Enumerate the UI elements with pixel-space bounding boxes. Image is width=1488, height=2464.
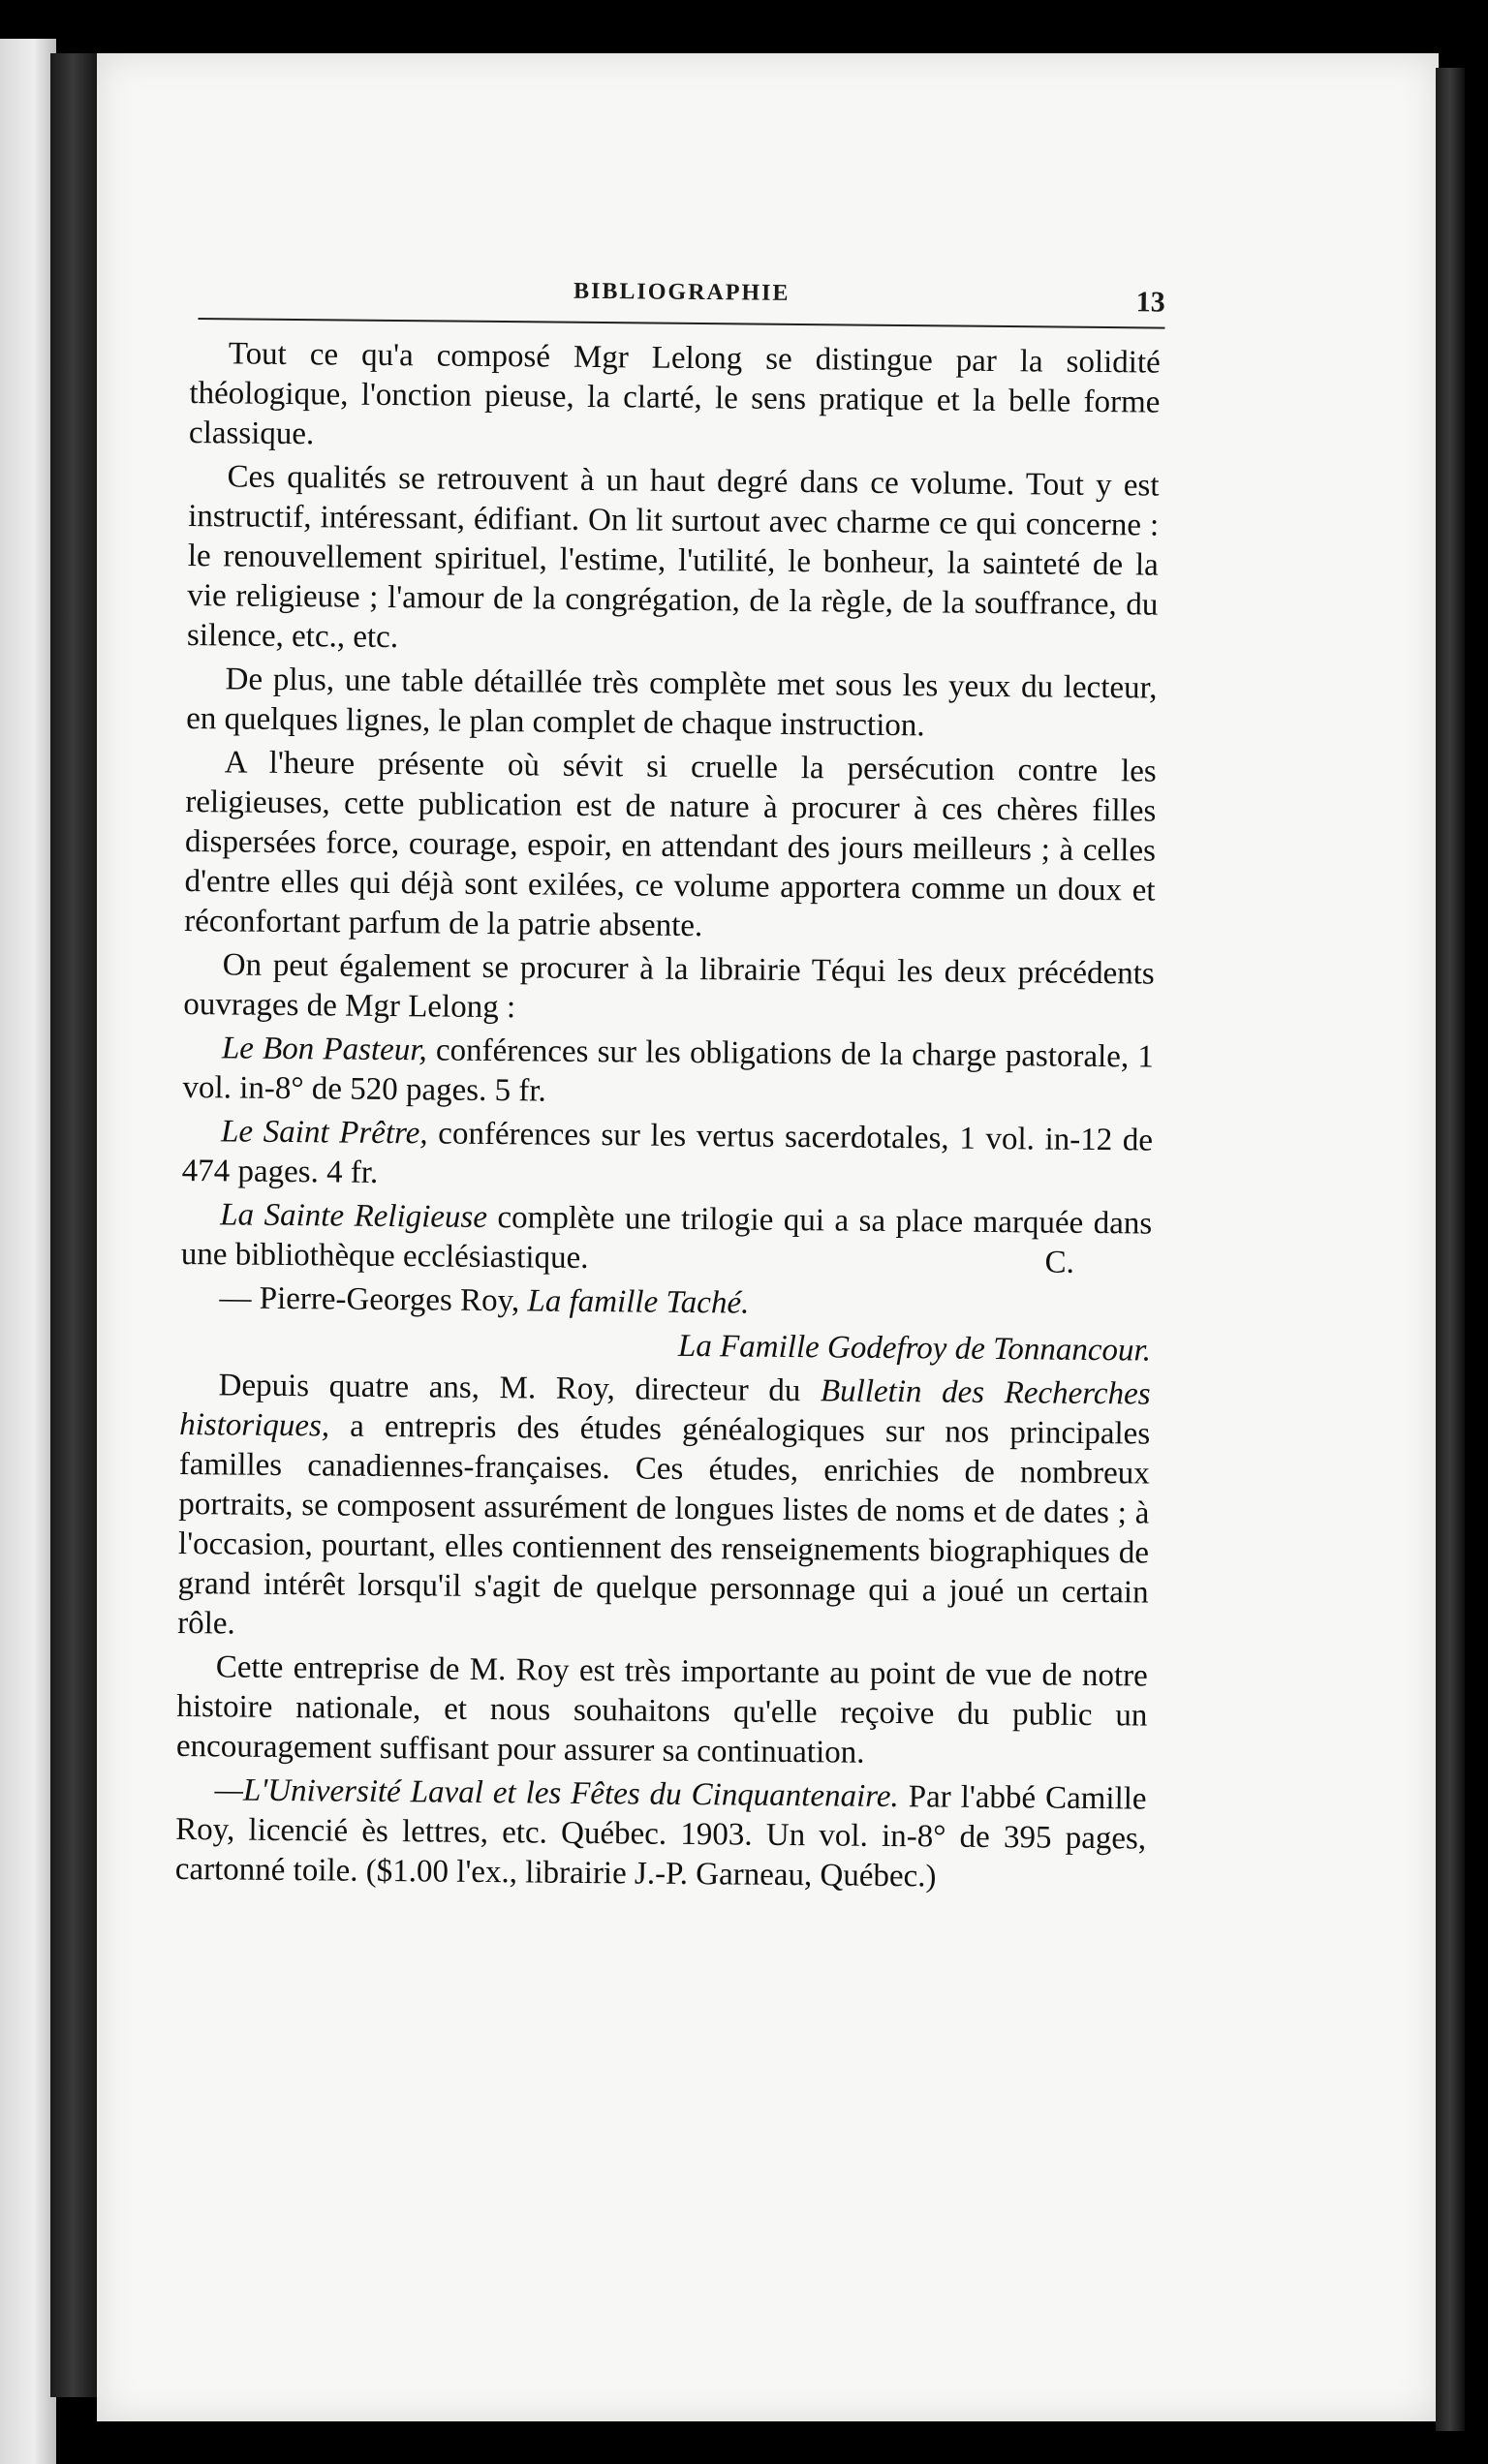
author-name: — Pierre-Georges Roy,	[219, 1280, 528, 1319]
page-right-edge	[1436, 68, 1465, 2431]
reference-text: conférences sur les obligations de la charge pastorale, 1 vol. in-8° de 520 pages. 5 fr.	[182, 1032, 1155, 1109]
paragraph: Ces qualités se retrouvent à un haut degré dans ce volume. Tout y est instructif, intéressant, édifiant. On lit surtout avec charme ce qui concerne : le renouvellement spirituel, l'estime, l'utilité, le bonheur, la sainteté de la vie religieuse ; l'amour de la congrégation, de la règle, de la souffrance, du silence, etc., etc.	[186, 459, 1160, 656]
book-title: Le Saint Prêtre,	[220, 1114, 428, 1152]
paragraph	[177, 1366, 1151, 1653]
paragraph: Tout ce qu'a composé Mgr Lelong se distingue par la solidité théologique, l'onction pieuse, la clarté, le sens pratique et la belle forme classique.	[188, 336, 1161, 452]
book-title: La Sainte Religieuse	[220, 1197, 488, 1235]
review-entry	[175, 1771, 1147, 1899]
book-title: La Famille Godefroy de Tonnancour.	[677, 1328, 1152, 1369]
book-title: La famille Taché.	[527, 1283, 750, 1321]
body-text	[175, 334, 1161, 1903]
book-title: —L'Université Laval et les Fêtes du Cinquantenaire.	[214, 1772, 899, 1815]
reference-text: Par l'abbé Camille Roy, licencié ès lettres, etc. Québec. 1903. Un vol. in-8° de 395 pages, cartonné toile. ($1.00 l'ex., librairie J.-P. Garneau, Québec.)	[174, 1779, 1147, 1894]
reference-entry	[182, 1112, 1154, 1201]
book-gutter	[50, 53, 101, 2397]
book-title: Le Bon Pasteur,	[221, 1031, 427, 1068]
review-heading-line-2	[180, 1322, 1151, 1371]
text-run: a entrepris des études généalogiques sur nos principales familles canadiennes-françaises. Ces études, enrichies de nombreux portraits, se composent assurément de longues listes de noms et de dates ; à l'occasion, pourtant, elles contiennent des renseignements biographiques de grand intérêt lorsqu'il s'agit de quelque personnage qui a joué un certain rôle.	[177, 1408, 1151, 1642]
reference-entry	[182, 1029, 1154, 1118]
header-title: BIBLIOGRAPHIE	[573, 278, 790, 306]
reference-text: complète une trilogie qui a sa place marquée dans une bibliothèque ecclésiastique.	[180, 1199, 1153, 1276]
review-heading	[180, 1278, 1151, 1328]
journal-title: Bulletin des Recherches historiques,	[179, 1373, 1151, 1444]
adjacent-page-edge	[0, 39, 56, 2464]
paragraph: Cette entreprise de M. Roy est très importante au point de vue de notre histoire nationale, et nous souhaitons qu'elle reçoive du public un encouragement suffisant pour assurer sa continuation.	[175, 1649, 1148, 1771]
paragraph: A l'heure présente où sévit si cruelle la persécution contre les religieuses, cette publication est de nature à procurer à ces chères filles dispersées force, courage, espoir, en attendant des jours meilleurs ; à celles d'entre elles qui déjà sont exilées, ce volume apportera comme un doux et réconfortant parfum de la patrie absente.	[184, 745, 1157, 944]
paragraph: On peut également se procurer à la librairie Téqui les deux précédents ouvrages de Mgr Lelong :	[183, 947, 1155, 1026]
running-header	[199, 269, 1165, 329]
paragraph: De plus, une table détaillée très complète met sous les yeux du lecteur, en quelques lignes, le plan complet de chaque instruction.	[186, 662, 1158, 744]
page-number: 13	[1135, 286, 1165, 319]
reference-text: conférences sur les vertus sacerdotales, 1 vol. in-12 de 474 pages. 4 fr.	[181, 1116, 1154, 1190]
author-initial: C.	[1044, 1245, 1075, 1280]
reference-entry	[181, 1195, 1153, 1284]
text-run: Depuis quatre ans, M. Roy, directeur du	[218, 1368, 822, 1409]
